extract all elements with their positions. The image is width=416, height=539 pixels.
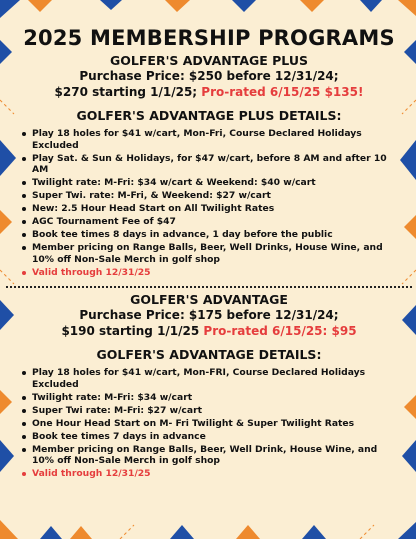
advantage-details-list — [18, 367, 400, 480]
plus-price-starting: $270 starting 1/1/25; — [54, 85, 198, 99]
plus-price-line2 — [18, 84, 400, 100]
advantage-price-starting: $190 starting 1/1/25 — [61, 324, 200, 338]
advantage-plan-name: GOLFER'S ADVANTAGE — [130, 292, 288, 307]
section-divider — [6, 286, 412, 288]
list-item: Twilight rate: M-Fri: $34 w/cart & Weekend: $40 w/cart — [32, 177, 400, 189]
list-item: Play 18 holes for $41 w/cart, Mon-FRI, Course Declared Holidays Excluded — [32, 367, 400, 390]
list-item: AGC Tournament Fee of $47 — [32, 216, 400, 228]
list-item: Member pricing on Range Balls, Beer, Well Drinks, House Wine, and 10% off Non-Sale Merch in golf shop — [32, 242, 400, 265]
advantage-section — [18, 292, 400, 480]
list-item: Book tee times 8 days in advance, 1 day before the public — [32, 229, 400, 241]
list-item: Twilight rate: M-Fri: $34 w/cart — [32, 392, 400, 404]
advantage-details-title: GOLFER'S ADVANTAGE DETAILS: — [96, 347, 322, 362]
plus-details-title: GOLFER'S ADVANTAGE PLUS DETAILS: — [76, 108, 342, 123]
advantage-valid-through: Valid through 12/31/25 — [32, 468, 400, 480]
list-item: Play Sat. & Sun & Holidays, for $47 w/cart, before 8 AM and after 10 AM — [32, 153, 400, 176]
plus-price-line1: Purchase Price: $250 before 12/31/24; — [79, 69, 339, 83]
list-item: One Hour Head Start on M- Fri Twilight & Super Twilight Rates — [32, 418, 400, 430]
advantage-price-line2 — [18, 323, 400, 339]
list-item: New: 2.5 Hour Head Start on All Twilight Rates — [32, 203, 400, 215]
plus-plan-name: GOLFER'S ADVANTAGE PLUS — [110, 53, 308, 68]
plus-valid-through: Valid through 12/31/25 — [32, 267, 400, 279]
flyer-content — [18, 26, 400, 481]
list-item: Super Twi rate: M-Fri: $27 w/cart — [32, 405, 400, 417]
list-item: Book tee times 7 days in advance — [32, 431, 400, 443]
plus-details-list — [18, 128, 400, 278]
plus-section — [18, 53, 400, 278]
plus-prorated-price: Pro-rated 6/15/25 $135! — [201, 85, 364, 99]
advantage-prorated-price: Pro-rated 6/15/25: $95 — [203, 324, 357, 338]
page-title: 2025 MEMBERSHIP PROGRAMS — [23, 26, 395, 50]
advantage-price-line1: Purchase Price: $175 before 12/31/24; — [79, 308, 339, 322]
list-item: Play 18 holes for $41 w/cart, Mon-Fri, Course Declared Holidays Excluded — [32, 128, 400, 151]
list-item: Member pricing on Range Balls, Beer, Well Drink, House Wine, and 10% off Non-Sale Merch in golf shop — [32, 444, 400, 467]
list-item: Super Twi. rate: M-Fri, & Weekend: $27 w/cart — [32, 190, 400, 202]
